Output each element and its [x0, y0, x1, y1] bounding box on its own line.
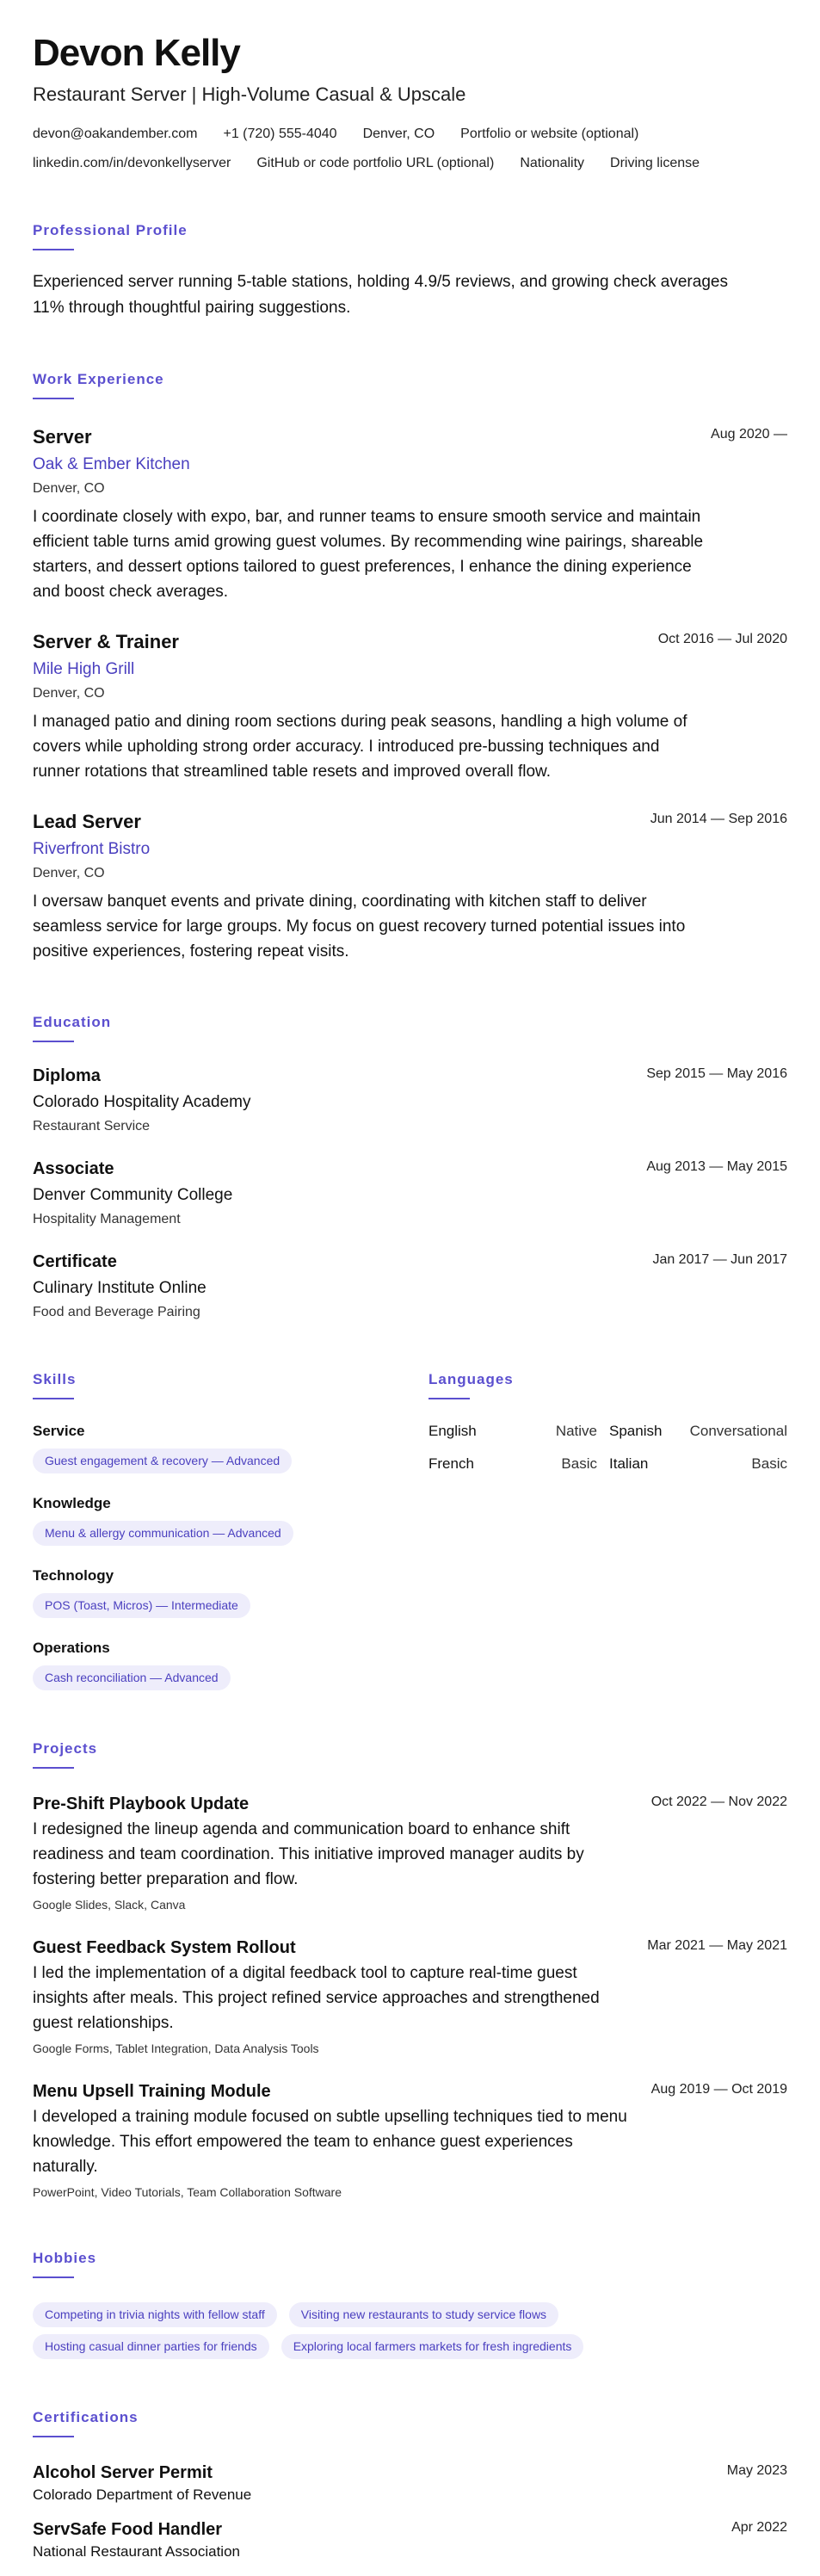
certification-name: ServSafe Food Handler — [33, 2520, 223, 2539]
education-entry — [33, 1251, 787, 1321]
education-entry — [33, 1065, 787, 1135]
language-name: English — [428, 1423, 477, 1439]
section-divider — [33, 1041, 74, 1042]
contact-phone[interactable]: +1 (720) 555-4040 — [223, 127, 337, 141]
job-company: Riverfront Bistro — [33, 840, 151, 858]
hobby-chip: Exploring local farmers markets for fresh ingredients — [281, 2334, 584, 2359]
job-entry — [33, 810, 787, 964]
education-degree: Associate — [33, 1159, 114, 1178]
section-title-hobbies: Hobbies — [33, 2250, 97, 2266]
project-tech: Google Forms, Tablet Integration, Data Analysis Tools — [33, 2042, 319, 2055]
certification-issuer: Colorado Department of Revenue — [33, 2486, 252, 2503]
candidate-name: Devon Kelly — [33, 32, 240, 74]
project-title: Guest Feedback System Rollout — [33, 1938, 296, 1957]
job-role: Server — [33, 426, 92, 448]
hobby-chip: Hosting casual dinner parties for friends — [33, 2334, 269, 2359]
hobby-chip: Competing in trivia nights with fellow staff — [33, 2302, 277, 2327]
job-location: Denver, CO — [33, 686, 105, 701]
education-date: Sep 2015 — May 2016 — [646, 1066, 787, 1081]
project-entry — [33, 2080, 787, 2200]
job-description: I managed patio and dining room sections during peak seasons, handling a high volume of covers while upholding strong order accuracy. I introduced pre-bussing techniques and runner rotations that streamlined table resets and improved overall flow. — [33, 713, 687, 781]
skills-section — [33, 1321, 428, 1690]
language-level: Conversational — [689, 1423, 787, 1439]
education-date: Aug 2013 — May 2015 — [646, 1159, 787, 1174]
language-level: Basic — [751, 1455, 787, 1472]
contact-portfolio[interactable]: Portfolio or website (optional) — [460, 127, 639, 141]
section-title-projects: Projects — [33, 1740, 98, 1757]
language-name: French — [428, 1455, 474, 1472]
contact-nationality: Nationality — [520, 156, 585, 170]
skill-category: Technology — [33, 1567, 114, 1584]
language-name: Spanish — [609, 1423, 663, 1439]
job-date: Aug 2020 — — [711, 427, 787, 442]
education-section — [33, 1014, 787, 1321]
hobby-chip: Visiting new restaurants to study service flows — [289, 2302, 558, 2327]
skills-languages-row — [33, 1321, 787, 1690]
contact-driving-license: Driving license — [610, 156, 700, 170]
section-title-profile: Professional Profile — [33, 222, 188, 238]
job-role: Lead Server — [33, 811, 141, 832]
contact-location: Denver, CO — [362, 127, 435, 141]
skill-category: Knowledge — [33, 1495, 111, 1511]
job-location: Denver, CO — [33, 866, 105, 880]
contact-linkedin[interactable]: linkedin.com/in/devonkellyserver — [33, 156, 231, 170]
education-school: Culinary Institute Online — [33, 1279, 207, 1297]
section-divider — [33, 1398, 74, 1399]
section-divider — [428, 1398, 470, 1399]
certification-entry — [33, 2462, 787, 2505]
education-school: Colorado Hospitality Academy — [33, 1093, 251, 1111]
languages-section — [428, 1321, 787, 1690]
experience-section — [33, 371, 787, 964]
job-description: I coordinate closely with expo, bar, and runner teams to ensure smooth service and maintain efficient table turns amid growing guest volumes. By recommending wine pairings, shareable starters, and dessert options tailored to guest preferences, I enhance the dining experience and boost check averages. — [33, 508, 704, 601]
section-title-experience: Work Experience — [33, 371, 164, 387]
certification-date: Apr 2022 — [731, 2520, 787, 2535]
skill-chip: POS (Toast, Micros) — Intermediate — [33, 1593, 250, 1618]
certification-issuer: National Restaurant Association — [33, 2543, 240, 2560]
project-tech: Google Slides, Slack, Canva — [33, 1898, 186, 1912]
project-tech: PowerPoint, Video Tutorials, Team Collaboration Software — [33, 2185, 342, 2199]
section-title-certifications: Certifications — [33, 2409, 139, 2425]
project-title: Menu Upsell Training Module — [33, 2082, 271, 2101]
section-title-education: Education — [33, 1014, 112, 1030]
education-degree: Diploma — [33, 1066, 101, 1085]
language-level: Basic — [561, 1455, 597, 1472]
section-divider — [33, 398, 74, 399]
section-divider — [33, 2276, 74, 2278]
education-field: Hospitality Management — [33, 1212, 181, 1226]
candidate-headline: Restaurant Server | High-Volume Casual & Upscale — [33, 83, 466, 105]
job-role: Server & Trainer — [33, 631, 179, 652]
section-divider — [33, 249, 74, 250]
profile-section — [33, 222, 787, 321]
education-entry — [33, 1158, 787, 1228]
contact-list — [33, 126, 787, 172]
certification-entry — [33, 2518, 787, 2561]
language-level: Native — [555, 1423, 597, 1439]
job-entry — [33, 425, 787, 604]
contact-github[interactable]: GitHub or code portfolio URL (optional) — [256, 156, 495, 170]
education-field: Food and Beverage Pairing — [33, 1305, 200, 1319]
project-description: I developed a training module focused on subtle upselling techniques tied to menu knowledge. This effort empowered the team to enhance guest experiences naturally. — [33, 2108, 627, 2176]
contact-email[interactable]: devon@oakandember.com — [33, 127, 198, 141]
job-company: Mile High Grill — [33, 660, 135, 678]
job-description: I oversaw banquet events and private dining, coordinating with kitchen staff to deliver seamless service for large groups. My focus on guest recovery turned potential issues into positive experiences, fostering repeat visits. — [33, 893, 686, 961]
language-name: Italian — [609, 1455, 649, 1472]
project-description: I led the implementation of a digital feedback tool to capture real-time guest insights after meals. This project refined service approaches and strengthened guest relationships. — [33, 1964, 600, 2032]
certification-name: Alcohol Server Permit — [33, 2463, 213, 2482]
profile-text: Experienced server running 5-table stations, holding 4.9/5 reviews, and growing check averages 11% through thoughtful pairing suggestions. — [33, 273, 728, 317]
hobbies-section — [33, 2250, 787, 2359]
project-date: Aug 2019 — Oct 2019 — [650, 2082, 787, 2097]
skill-chip: Guest engagement & recovery — Advanced — [33, 1449, 292, 1473]
certifications-section — [33, 2409, 787, 2561]
education-date: Jan 2017 — Jun 2017 — [652, 1252, 787, 1267]
resume-header — [33, 33, 787, 172]
job-entry — [33, 630, 787, 784]
project-entry — [33, 1937, 787, 2056]
job-date: Jun 2014 — Sep 2016 — [650, 812, 787, 826]
skill-category: Operations — [33, 1640, 110, 1656]
project-date: Oct 2022 — Nov 2022 — [650, 1795, 787, 1809]
section-divider — [33, 1767, 74, 1769]
education-school: Denver Community College — [33, 1186, 233, 1204]
project-entry — [33, 1793, 787, 1912]
education-degree: Certificate — [33, 1252, 117, 1271]
skill-chip: Cash reconciliation — Advanced — [33, 1665, 231, 1690]
education-field: Restaurant Service — [33, 1119, 151, 1134]
hobby-list — [33, 2302, 687, 2359]
project-title: Pre-Shift Playbook Update — [33, 1795, 250, 1813]
skill-category: Service — [33, 1423, 85, 1439]
job-location: Denver, CO — [33, 481, 105, 496]
job-company: Oak & Ember Kitchen — [33, 455, 190, 473]
section-title-skills: Skills — [33, 1371, 77, 1387]
projects-section — [33, 1740, 787, 2200]
project-description: I redesigned the lineup agenda and communication board to enhance shift readiness and team coordination. This initiative improved manager audits by fostering better preparation and flow. — [33, 1820, 584, 1888]
project-date: Mar 2021 — May 2021 — [647, 1938, 787, 1953]
section-divider — [33, 2436, 74, 2437]
section-title-languages: Languages — [428, 1371, 514, 1387]
job-date: Oct 2016 — Jul 2020 — [657, 632, 787, 646]
certification-date: May 2023 — [726, 2463, 787, 2478]
skill-chip: Menu & allergy communication — Advanced — [33, 1521, 293, 1546]
languages-grid — [428, 1422, 787, 1473]
